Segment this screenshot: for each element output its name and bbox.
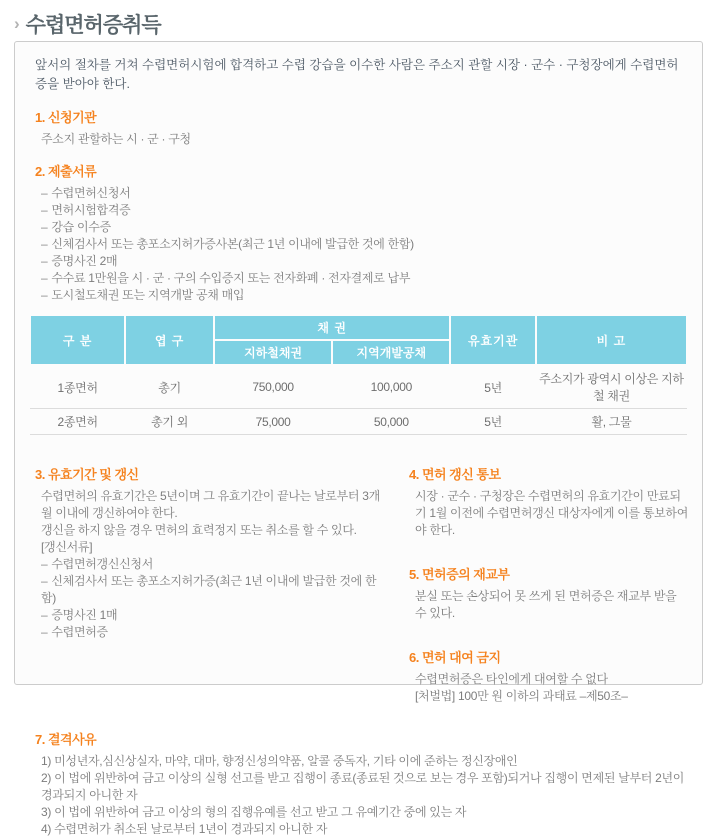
dash-marker: – — [41, 288, 48, 302]
renewal-documents-title: [갱신서류] — [41, 540, 93, 554]
col-header-category: 구 분 — [30, 315, 125, 365]
dash-marker: – — [41, 574, 48, 588]
list-item: – 강습 이수증 — [41, 220, 111, 234]
disqualification-list — [41, 753, 688, 838]
fee-table-body — [30, 365, 687, 435]
page-title: 수렵면허증취득 — [25, 14, 161, 37]
page-title-bar — [0, 0, 717, 41]
col-header-regional-bond: 지역개발공채 — [332, 340, 450, 365]
list-item: – 수렵면허증 — [41, 625, 108, 639]
section-1-body: 주소지 관할하는 시 · 군 · 구청 — [41, 132, 191, 146]
table-row: 2종면허 총기 외 75,000 50,000 5년 활, 그물 — [30, 409, 687, 435]
section-reissue — [403, 564, 688, 622]
section-5-body: 분실 또는 손상되어 못 쓰게 된 면허증은 재교부 받을 수 있다. — [415, 589, 677, 620]
renewal-documents-list — [41, 556, 387, 641]
section-5-heading: 5. 면허증의 재교부 — [409, 567, 510, 582]
dash-marker: – — [41, 271, 48, 285]
list-item: – 신체검사서 또는 총포소지허가증(최근 1년 이내에 발급한 것에 한함) — [41, 574, 377, 605]
section-6-line-1: 수렵면허증은 타인에게 대여할 수 없다 — [415, 672, 608, 686]
list-item: 1) 미성년자,심신상실자, 마약, 대마, 향정신성의약품, 알콜 중독자, 기타 이에 준하는 정신장애인 — [41, 754, 518, 768]
dash-marker: – — [41, 625, 48, 639]
list-item: – 신체검사서 또는 총포소지허가증사본(최근 1년 이내에 발급한 것에 한함) — [41, 237, 414, 251]
dash-marker: – — [41, 203, 48, 217]
dash-marker: – — [41, 237, 48, 251]
section-4-body: 시장 · 군수 · 구청장은 수렵면허의 유효기간이 만료되기 1월 이전에 수렵면허갱신 대상자에게 이를 통보하여야 한다. — [415, 489, 689, 537]
section-6-heading: 6. 면허 대여 금지 — [409, 650, 501, 665]
list-item: – 증명사진 2매 — [41, 254, 118, 268]
list-item: 2) 이 법에 위반하여 금고 이상의 실형 선고를 받고 집행이 종료(종료된 것으로 보는 경우 포함)되거나 집행이 면제된 날부터 2년이 경과되지 아니한 자 — [41, 771, 685, 802]
dash-marker: – — [41, 220, 48, 234]
intro-paragraph: 앞서의 절차를 거쳐 수렵면허시험에 합격하고 수렵 강습을 이수한 사람은 주소지 관할 시장 · 군수 · 구청장에게 수렵면허증을 받아야 한다. — [35, 58, 679, 91]
section-7-heading: 7. 결격사유 — [35, 732, 97, 747]
section-3-paragraph-2: 갱신을 하지 않을 경우 면허의 효력정지 또는 취소를 할 수 있다. — [41, 523, 357, 537]
section-4-heading: 4. 면허 갱신 통보 — [409, 467, 501, 482]
section-3-heading: 3. 유효기간 및 갱신 — [35, 467, 139, 482]
dash-marker: – — [41, 254, 48, 268]
list-item: – 수수료 1만원을 시 · 군 · 구의 수입증지 또는 전자화폐 · 전자결제로 납부 — [41, 271, 411, 285]
list-item: – 수렵면허갱신신청서 — [41, 557, 154, 571]
fee-table — [29, 314, 688, 435]
col-header-subway-bond: 지하철채권 — [214, 340, 332, 365]
table-row: 1종면허 총기 750,000 100,000 5년 주소지가 광역시 이상은 지하철 채권 — [30, 365, 687, 409]
section-3-paragraph-1: 수렵면허의 유효기간은 5년이며 그 유효기간이 끝나는 날로부터 3개월 이내에 갱신하여야 한다. — [41, 489, 380, 520]
col-header-note: 비 고 — [536, 315, 687, 365]
col-header-hunting-tool: 엽 구 — [125, 315, 214, 365]
list-item: 4) 수렵면허가 취소된 날로부터 1년이 경과되지 아니한 자 — [41, 822, 328, 836]
list-item: 3) 이 법에 위반하여 금고 이상의 형의 집행유예를 선고 받고 그 유예기간 중에 있는 자 — [41, 805, 467, 819]
dash-marker: – — [41, 186, 48, 200]
section-application-agency — [29, 107, 688, 148]
dash-marker: – — [41, 557, 48, 571]
section-2-heading: 2. 제출서류 — [35, 164, 97, 179]
section-disqualification — [29, 729, 688, 838]
list-item: – 수렵면허신청서 — [41, 186, 131, 200]
chevron-right-icon: › — [14, 14, 20, 33]
section-validity-renewal — [29, 464, 387, 641]
content-box — [14, 41, 703, 836]
col-header-validity: 유효기관 — [450, 315, 535, 365]
section-1-heading: 1. 신청기관 — [35, 110, 97, 125]
section-lending-prohibited — [403, 647, 688, 705]
col-header-bond-group: 채 권 — [214, 315, 451, 340]
list-item: – 도시철도채권 또는 지역개발 공채 매입 — [41, 288, 245, 302]
section-6-line-2: [처벌법] 100만 원 이하의 과태료 –제50조– — [415, 689, 628, 703]
section-required-documents — [29, 161, 688, 304]
section-renewal-notice — [403, 464, 688, 539]
list-item: – 증명사진 1매 — [41, 608, 118, 622]
dash-marker: – — [41, 608, 48, 622]
submission-documents-list — [41, 185, 688, 304]
list-item: – 면허시험합격증 — [41, 203, 131, 217]
